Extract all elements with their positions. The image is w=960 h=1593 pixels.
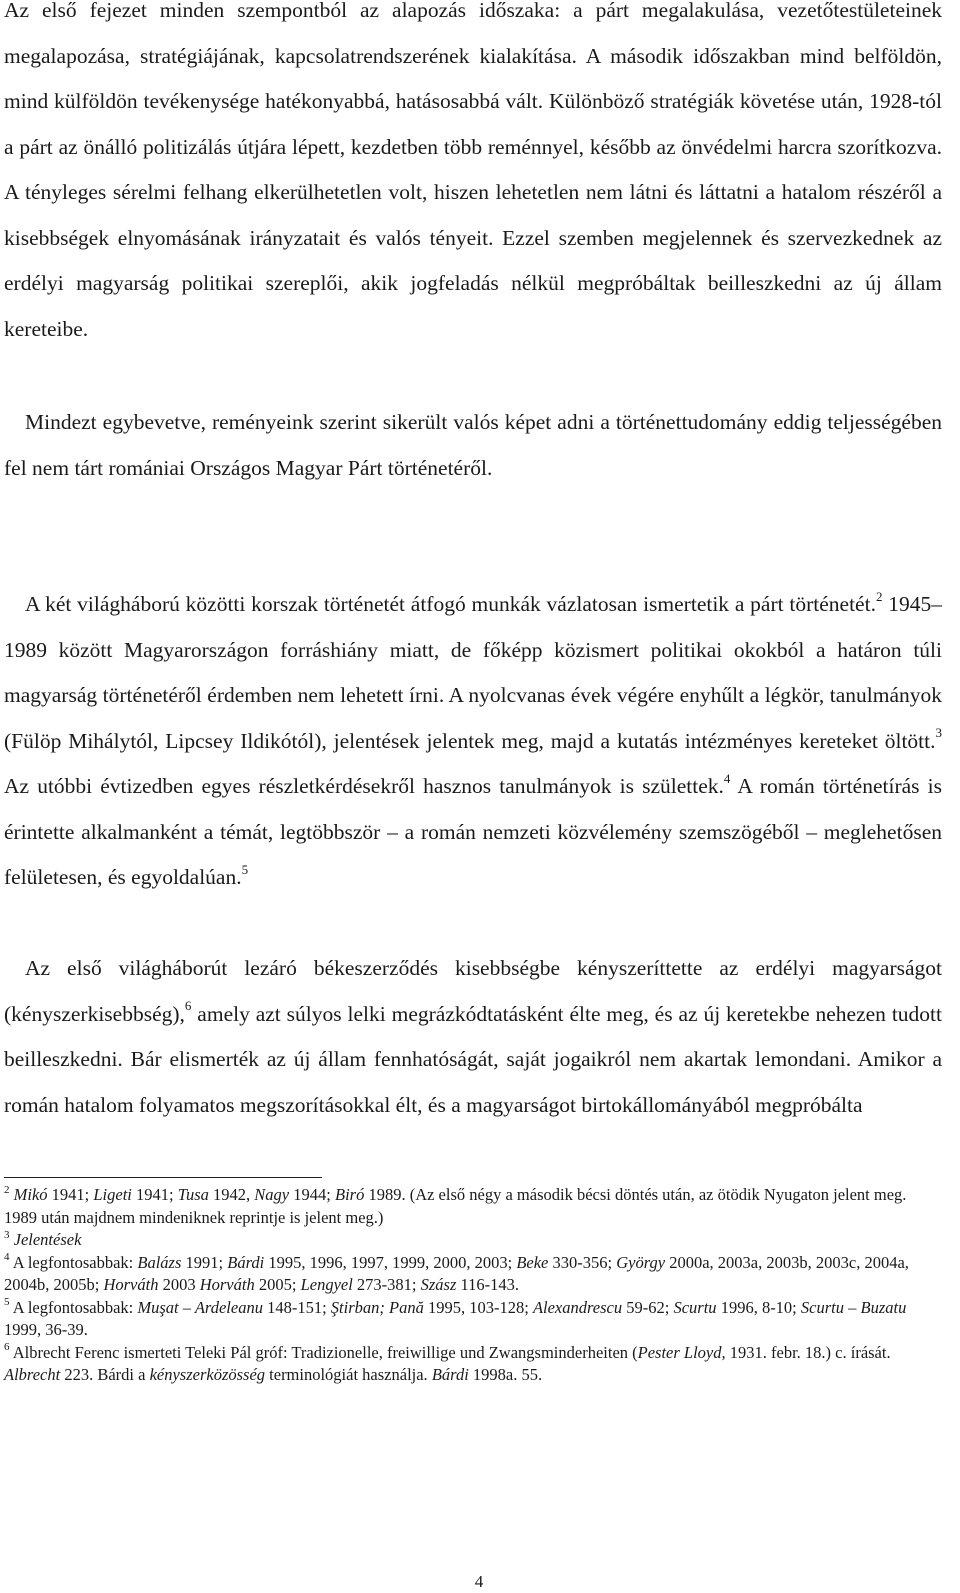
paragraph-1: Az első fejezet minden szempontból az alapozás időszaka: a párt megalakulása, vezetőtestületeinek megalapozása, stratégiájának, kapcsolatrendszerének kialakítása. A második időszakban mind belföldön, mind külföldön tevékenysége hatékonyabbá, hatásosabbá vált. Különböző stratégiák követése után, 1928-tól a párt az önálló politizálás útjára lépett, kezdetben több reménnyel, később az önvédelmi harcra szorítkozva. A tényleges sérelmi felhang elkerülhetetlen volt, hiszen lehetetlen nem látni és láttatni a hatalom részéről a kisebbségek elnyomásának irányzatait és valós tényeit. Ezzel szemben megjelennek és szervezkednek az erdélyi magyarság politikai szereplői, akik jogfeladás nélkül megpróbáltak beilleszkedni az új állam kereteibe. <box>4 0 942 341</box>
page-number: 4 <box>474 1572 484 1591</box>
author: Scurtu – Buzatu <box>800 1297 907 1317</box>
text: 59-62; <box>622 1297 674 1317</box>
paragraph-4 <box>4 946 942 1128</box>
footnote-number: 6 <box>4 1341 10 1353</box>
author: Lengyel <box>300 1275 353 1294</box>
text: 1941; <box>131 1185 178 1204</box>
author: Albrecht <box>4 1365 61 1384</box>
text: terminológiát használja. <box>265 1365 432 1384</box>
footnote-ref-6[interactable]: 6 <box>184 998 192 1014</box>
footnotes <box>4 1184 938 1387</box>
author: Bárdi <box>431 1365 469 1384</box>
text: 273-381; <box>352 1275 421 1294</box>
author: Mikó <box>13 1185 48 1204</box>
title: Jelentések <box>13 1230 82 1249</box>
text: 1942, <box>208 1185 255 1204</box>
author: Horváth <box>103 1275 159 1294</box>
publication: Pester Lloyd, <box>637 1342 726 1362</box>
footnote-number: 4 <box>4 1251 10 1263</box>
author: Szász <box>420 1275 457 1294</box>
text: 2000a, 2003a, 2003b, 2003c, 2004a, 2004b, 2005b; <box>4 1252 909 1294</box>
text: 1991; <box>181 1252 228 1272</box>
paragraph-3-text: A román történetírás is érintette alkalmanként a témát, legtöbbször – a román nemzeti közvélemény szemszögéből – meglehetősen felületesen, és egyoldalúan. <box>4 774 942 889</box>
term: kényszerközösség <box>149 1365 266 1384</box>
text: 1941; <box>47 1185 94 1204</box>
author: Horváth <box>199 1275 255 1294</box>
author: Beke <box>516 1252 549 1272</box>
paragraph-3-text: 1945–1989 között Magyarországon forráshiány miatt, de főképp közismert politikai okokból a határon túli magyarság történetéről érdemben nem lehetett írni. A nyolcvanas évek végére enyhűlt a légkör, tanulmányok (Fülöp Mihálytól, Lipcsey Ildikótól), jelentések jelentek meg, majd a kutatás intézményes kereteket öltött. <box>4 592 942 753</box>
text: 1998a. 55. <box>468 1365 543 1384</box>
author: Ligeti <box>93 1185 132 1204</box>
text: 1944; <box>289 1185 335 1204</box>
author: Muşat – Ardeleanu <box>137 1297 263 1317</box>
text: A legfontosabbak: <box>12 1252 138 1272</box>
author: György <box>616 1252 666 1272</box>
text: 148-151; <box>262 1297 331 1317</box>
footnote-6 <box>4 1342 938 1387</box>
text: 2005; <box>254 1275 301 1294</box>
footnote-ref-3[interactable]: 3 <box>935 725 942 741</box>
text: 1995, 1996, 1997, 1999, 2000, 2003; <box>264 1252 517 1272</box>
text: 1995, 103-128; <box>423 1297 533 1317</box>
author: Biró <box>334 1185 365 1204</box>
author: Scurtu <box>673 1297 717 1317</box>
author: Balázs <box>137 1252 182 1272</box>
footnote-number: 5 <box>4 1296 10 1308</box>
paragraph-4-text: amely azt súlyos lelki megrázkódtatásként élte meg, és az új keretekbe nehezen tudott beilleszkedni. Bár elismerték az új állam fennhatóságát, saját jogaikról nem akartak lemondani. Amikor a román hatalom folyamatos megszorításokkal élt, és a magyarságot birtokállományából megpróbálta <box>4 1001 942 1117</box>
footnote-ref-2[interactable]: 2 <box>875 588 883 604</box>
author: Bárdi <box>227 1252 265 1272</box>
author: Tusa <box>177 1185 209 1204</box>
paragraph-3-text: A két világháború közötti korszak történetét átfogó munkák vázlatosan ismertetik a párt történetét. <box>25 592 876 616</box>
footnote-5 <box>4 1297 938 1342</box>
text: 1989. (Az első négy a második bécsi döntés után, az ötödik Nyugaton jelent meg. 1989 után majdnem mindeniknek reprintje is jelent meg.) <box>4 1185 907 1227</box>
footnote-ref-4[interactable]: 4 <box>723 770 731 786</box>
text: 330-356; <box>548 1252 617 1272</box>
author: Ştirban; Pană <box>330 1297 424 1317</box>
text: 1931. febr. 18.) c. írását. <box>725 1342 891 1362</box>
footnote-number: 2 <box>4 1183 10 1196</box>
footnote-separator <box>4 1177 322 1178</box>
text: 1999, 36-39. <box>4 1320 88 1339</box>
text: 2003 <box>158 1275 200 1294</box>
author: Nagy <box>254 1185 290 1204</box>
paragraph-4-text: Az első világháborút lezáró békeszerződés kisebbségbe kényszeríttette az erdélyi magyarságot (kényszerkisebbség), <box>4 956 942 1026</box>
footnote-2 <box>4 1184 938 1229</box>
text: 223. Bárdi a <box>60 1365 150 1384</box>
footnote-3 <box>4 1229 938 1252</box>
text: 116-143. <box>456 1275 520 1294</box>
text: Albrecht Ferenc ismerteti Teleki Pál gróf: Tradizionelle, freiwillige und Zwangsminderheiten ( <box>12 1342 638 1362</box>
text: A legfontosabbak: <box>12 1297 138 1317</box>
paragraph-3 <box>4 582 942 901</box>
paragraph-2: Mindezt egybevetve, reményeink szerint sikerült valós képet adni a történettudomány eddig teljességében fel nem tárt romániai Országos Magyar Párt történetéről. <box>4 410 942 480</box>
footnote-ref-5[interactable]: 5 <box>241 861 249 877</box>
paragraph-3-text: Az utóbbi évtizedben egyes részletkérdésekről hasznos tanulmányok is születtek. <box>4 774 724 798</box>
footnote-number: 3 <box>4 1228 10 1241</box>
footnote-4 <box>4 1252 938 1297</box>
author: Alexandrescu <box>532 1297 623 1317</box>
text: 1996, 8-10; <box>716 1297 801 1317</box>
